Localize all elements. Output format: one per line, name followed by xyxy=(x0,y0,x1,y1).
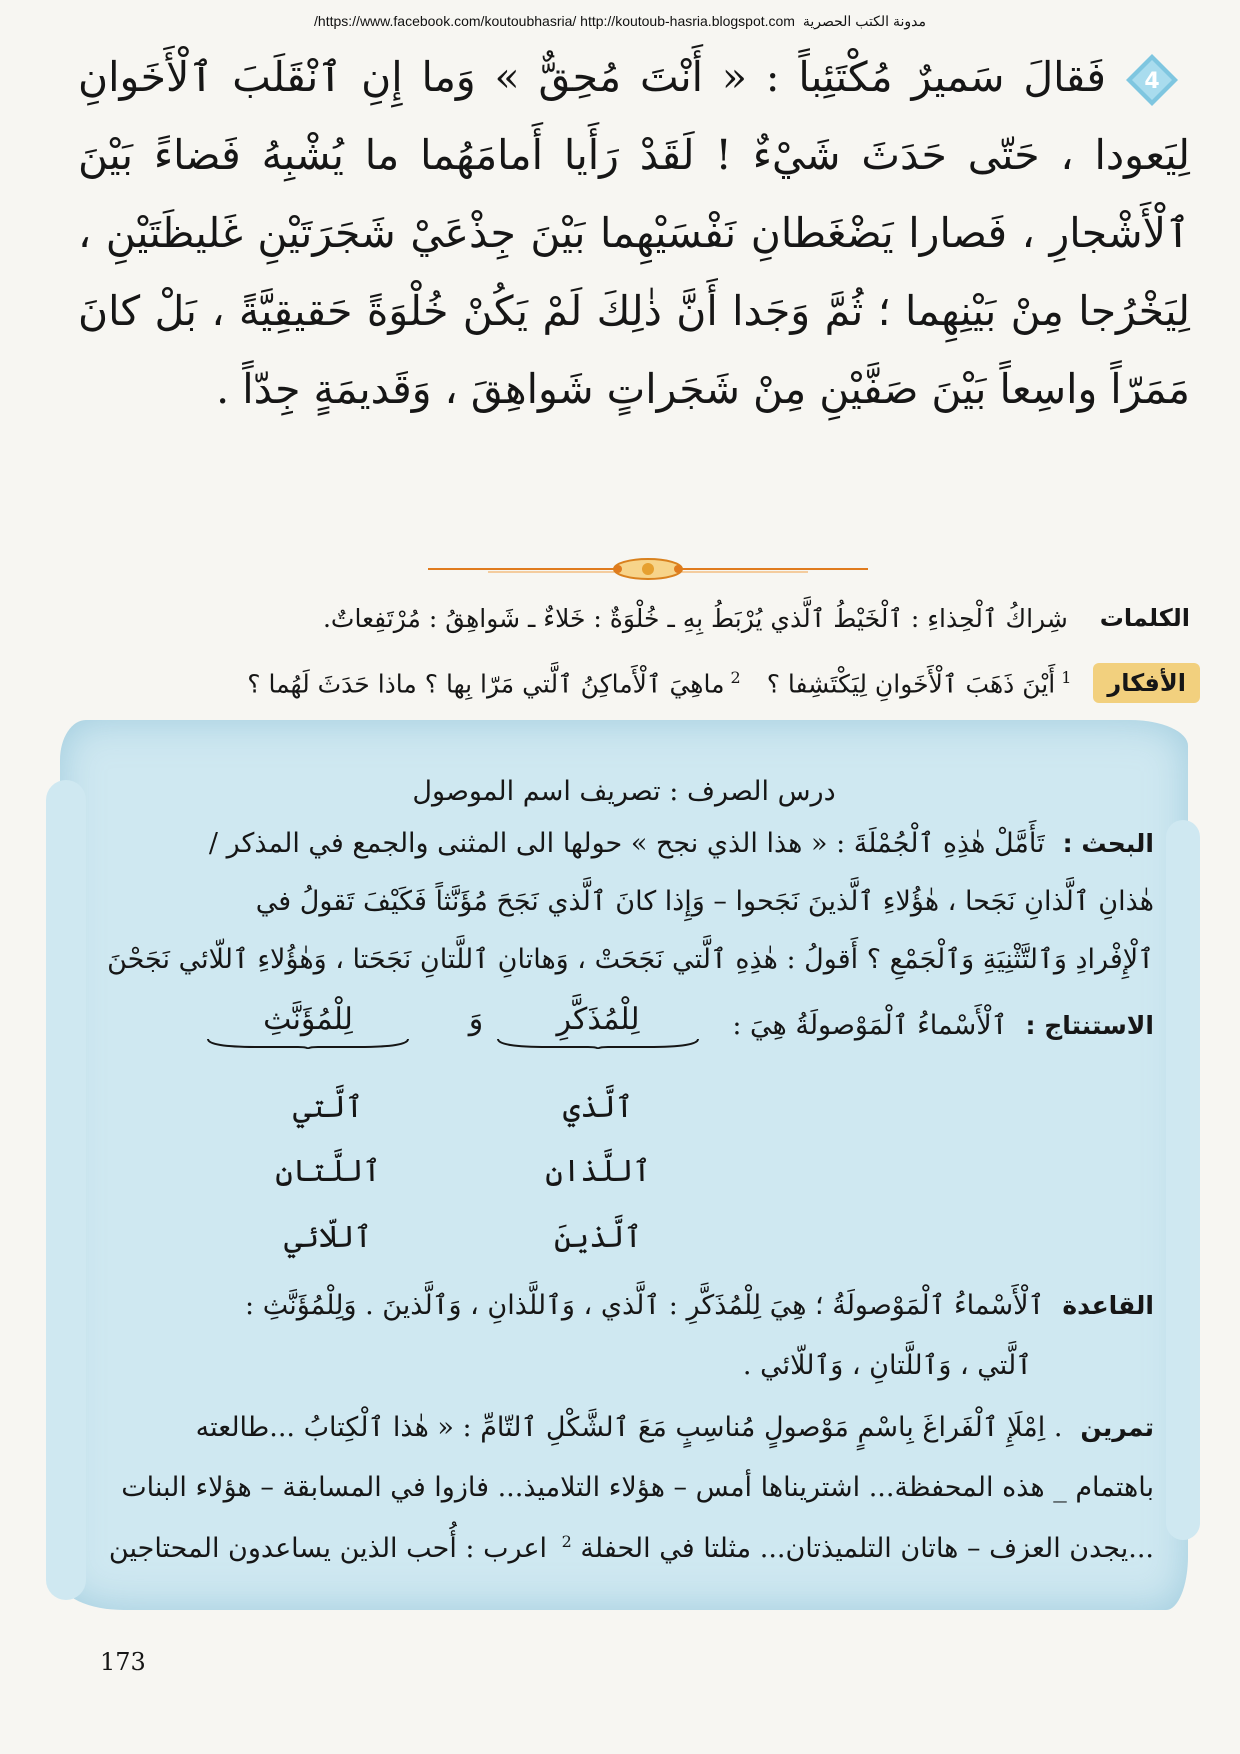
question-1-number: 1 xyxy=(1061,667,1072,687)
exercise-line-2: باهتمام _ هذه المحفظة... اشتريناها أمس – هؤلاء التلاميذ... فازوا في المسابقة – هؤلاء البنات xyxy=(121,1472,1154,1503)
rule-line-2: ٱلَّتي ، وَٱللَّتانِ ، وَٱللّائي . xyxy=(742,1350,1032,1381)
story-text: فَقالَ سَميرٌ مُكْتَئِباً : « أَنْتَ مُحِقٌّ » وَما إِنِ ٱنْقَلَبَ ٱلْأَخَوانِ لِيَعودا ، حَتّى حَدَثَ شَيْءٌ ! لَقَدْ رَأَيا أَمامَهُما ما يُشْبِهُ فَضاءً بَيْنَ ٱلْأَشْجارِ ، فَصارا يَضْغَطانِ نَفْسَيْهِما بَيْنَ جِذْعَيْ شَجَرَتَيْنِ غَليظَتَيْنِ ، لِيَخْرُجا مِنْ بَيْنِهِما ؛ ثُمَّ وَجَدا أَنَّ ذٰلِكَ لَمْ يَكُنْ خُلْوَةً حَقيقِيَّةً ، بَلْ كانَ مَمَرّاً واسِعاً بَيْنَ صَفَّيْنِ مِنْ شَجَراتٍ شَواهِقَ ، وَقَديمَةٍ جِدّاً . xyxy=(78,53,1190,413)
masculine-dual: ٱللَّذانِ xyxy=(545,1154,651,1189)
story-paragraph xyxy=(78,38,1190,428)
masculine-singular: ٱلَّذي xyxy=(562,1090,634,1125)
exercise-q2-number: 2 xyxy=(561,1532,572,1551)
ideas-questions xyxy=(247,668,1071,698)
feminine-heading xyxy=(198,1002,418,1049)
header-urls[interactable]: /https://www.facebook.com/koutoubhasria/ http://koutoub-hasria.blogspot.com xyxy=(314,13,795,29)
conclusion-text: ٱلْأَسْماءُ ٱلْمَوْصولَةُ هِيَ : xyxy=(732,1010,1008,1041)
search-line-3: ٱلْإِفْرادِ وَٱلتَّثْنِيَةِ وَٱلْجَمْعِ ؟ أَقولُ : هٰذِهِ ٱلَّتي نَجَحَتْ ، وَهاتانِ ٱللَّتانِ نَجَحَتا ، وَهٰؤُلاءِ ٱللّائي نَجَحْنَ xyxy=(107,944,1154,975)
feminine-singular: ٱلَّتي xyxy=(292,1090,364,1125)
grammar-lesson-box xyxy=(60,720,1188,1610)
search-line-1 xyxy=(80,828,1154,859)
exercise-line-3 xyxy=(80,1532,1154,1564)
exercise-text-3: ...يجدن العزف – هاتان التلميذتان... مثلتا في الحفلة xyxy=(580,1533,1154,1564)
search-text-1: تَأَمَّلْ هٰذِهِ ٱلْجُمْلَةَ : « هذا الذي نجح » حولها الى المثنى والجمع في المذكر / xyxy=(208,828,1045,859)
page-header xyxy=(0,13,1240,30)
exercise-q2-text: اعرب : أُحب الذين يساعدون المحتاجين xyxy=(108,1533,548,1564)
question-1: أَيْنَ ذَهَبَ ٱلْأَخَوانِ لِيَكْتَشِفا ؟ xyxy=(766,669,1056,699)
masculine-plural: ٱلَّذينَ xyxy=(554,1220,642,1255)
feminine-plural: ٱللّائي xyxy=(284,1220,372,1255)
vocabulary-label: الكلمات xyxy=(1099,604,1190,632)
lesson-title: درس الصرف : تصريف اسم الموصول xyxy=(412,776,836,807)
ideas-row xyxy=(54,660,1200,706)
page-number: 173 xyxy=(100,1648,146,1676)
vocabulary-row xyxy=(54,595,1200,641)
exercise-label: تمرين xyxy=(1080,1413,1154,1442)
rule-label: القاعدة xyxy=(1062,1291,1154,1320)
search-label: البحث : xyxy=(1062,829,1154,858)
feminine-dual: ٱللَّتانِ xyxy=(275,1154,381,1189)
masculine-heading-text: لِلْمُذَكَّرِ xyxy=(556,1002,640,1037)
ideas-label: الأفكار xyxy=(1093,663,1200,703)
vocabulary-text: شِراكُ ٱلْحِذاءِ : ٱلْخَيْطُ ٱلَّذي يُرْبَطُ بِهِ ـ خُلْوَةٌ : خَلاءٌ ـ شَواهِقُ : مُرْتَفِعاتٌ. xyxy=(322,603,1068,633)
ornament-divider xyxy=(428,556,868,582)
search-line-2: هٰذانِ ٱلَّذانِ نَجَحا ، هٰؤُلاءِ ٱلَّذينَ نَجَحوا – وَإِذا كانَ ٱلَّذي نَجَحَ مُؤَنَّثاً فَكَيْفَ تَقولُ في xyxy=(255,886,1154,917)
exercise-text-1: . اِمْلَإِ ٱلْفَراغَ بِاسْمٍ مَوْصولٍ مُناسِبٍ مَعَ ٱلشَّكْلِ ٱلتّامِّ : « هٰذا ٱلْكِتابُ ...طالعته xyxy=(195,1412,1063,1443)
exercise-line-1 xyxy=(80,1412,1154,1443)
paragraph-number: 4 xyxy=(1144,69,1160,94)
masculine-heading xyxy=(488,1002,708,1049)
question-2: ماهِيَ ٱلْأَماكِنُ ٱلَّتي مَرّا بِها ؟ ماذا حَدَثَ لَهُما ؟ xyxy=(247,669,725,699)
rule-text-1: ٱلْأَسْماءُ ٱلْمَوْصولَةُ ؛ هِيَ لِلْمُذَكَّرِ : ٱلَّذي ، وَٱللَّذانِ ، وَٱلَّذينَ . وَلِلْمُؤَنَّثِ : xyxy=(245,1290,1045,1321)
rule-line-1 xyxy=(80,1290,1154,1321)
question-2-number: 2 xyxy=(730,667,741,687)
header-blog-name: مدونة الكتب الحصرية xyxy=(802,13,926,29)
conclusion-label: الاستنتاج : xyxy=(1025,1011,1154,1040)
and-word: وَ xyxy=(468,1002,484,1037)
feminine-heading-text: لِلْمُؤَنَّثِ xyxy=(263,1002,353,1037)
